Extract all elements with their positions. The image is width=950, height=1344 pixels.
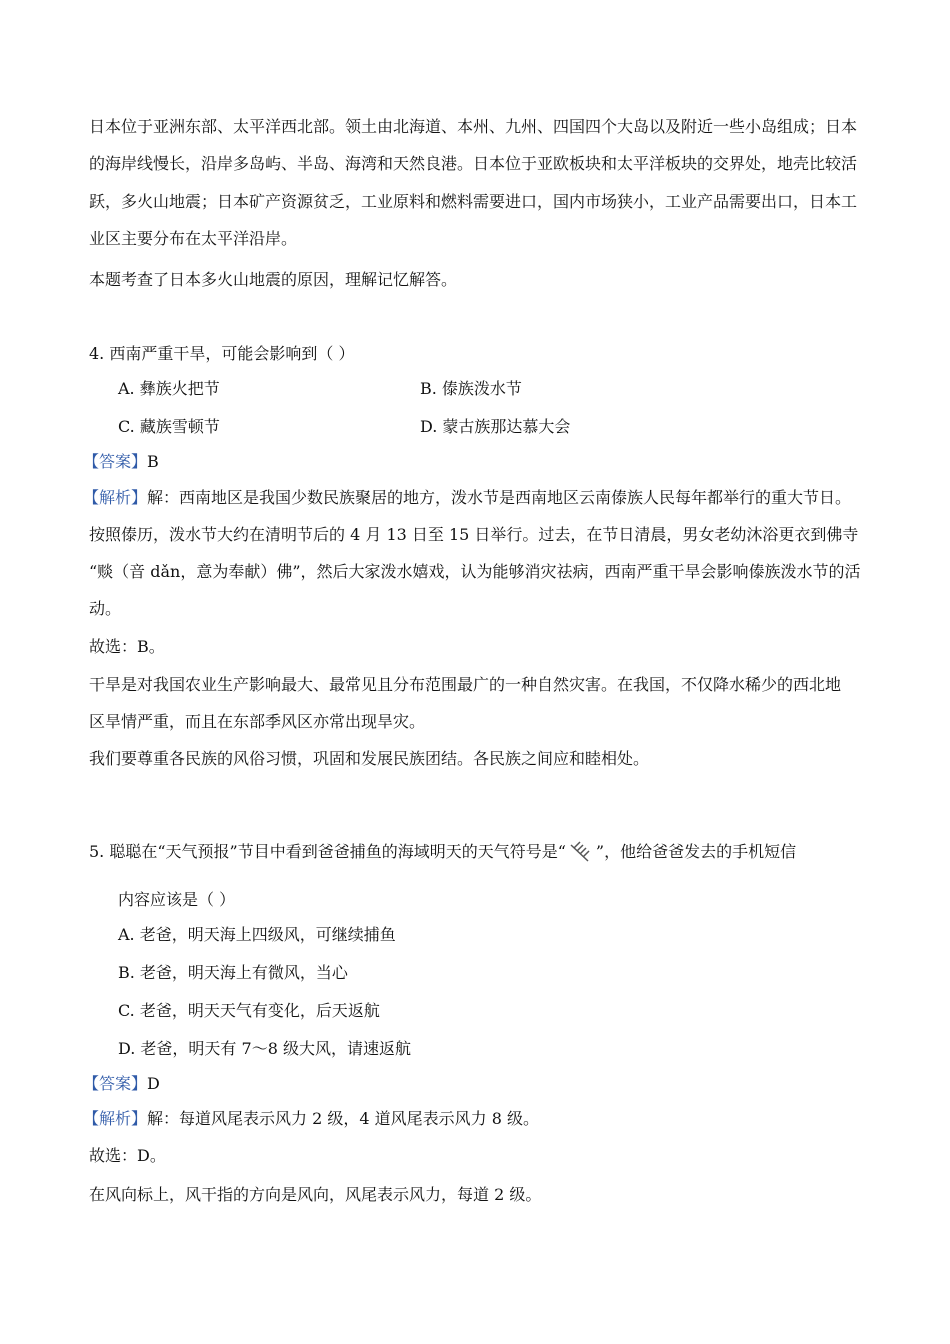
intro-summary: 本题考查了日本多火山地震的原因，理解记忆解答。 bbox=[89, 270, 458, 289]
q5-analysis-tag: 【解析】 bbox=[83, 1109, 148, 1128]
q4-answer-tag: 【答案】 bbox=[83, 452, 148, 471]
q5-stem-line-2: 内容应该是（ ） bbox=[118, 890, 236, 909]
q4-analysis-tag: 【解析】 bbox=[83, 488, 148, 507]
q4-option-d: D. 蒙古族那达慕大会 bbox=[420, 417, 571, 436]
q4-option-a: A. 彝族火把节 bbox=[118, 379, 220, 398]
intro-line-3: 跃，多火山地震；日本矿产资源贫乏，工业原料和燃料需要进口，国内市场狭小，工业产品需要出口，日本工 bbox=[89, 192, 858, 211]
q5-note: 在风向标上，风干指的方向是风向，风尾表示风力，每道 2 级。 bbox=[89, 1185, 542, 1204]
wind-barb-icon bbox=[568, 839, 594, 865]
q4-note-line-3: 我们要尊重各民族的风俗习惯，巩固和发展民族团结。各民族之间应和睦相处。 bbox=[89, 749, 650, 768]
q5-analysis-text: 解：每道风尾表示风力 2 级，4 道风尾表示风力 8 级。 bbox=[147, 1109, 539, 1128]
q5-analysis bbox=[83, 1108, 539, 1130]
q4-answer-value: B bbox=[147, 452, 159, 471]
q5-option-c: C. 老爸，明天天气有变化，后天返航 bbox=[118, 1001, 380, 1020]
q4-choice: 故选：B。 bbox=[89, 637, 165, 656]
intro-line-1: 日本位于亚洲东部、太平洋西北部。领土由北海道、本州、九州、四国四个大岛以及附近一些小岛组成；日本 bbox=[89, 117, 858, 136]
q4-option-b: B. 傣族泼水节 bbox=[420, 379, 522, 398]
q5-answer bbox=[83, 1073, 160, 1095]
q5-stem-part-2: ”，他给爸爸发去的手机短信 bbox=[595, 842, 797, 861]
q4-option-c: C. 藏族雪顿节 bbox=[118, 417, 220, 436]
q4-stem: 4. 西南严重干旱，可能会影响到（ ） bbox=[89, 344, 355, 363]
q4-answer bbox=[83, 451, 159, 473]
intro-line-4: 业区主要分布在太平洋沿岸。 bbox=[89, 229, 298, 248]
q5-stem-part-1: 5. 聪聪在“天气预报”节目中看到爸爸捕鱼的海域明天的天气符号是“ bbox=[89, 842, 566, 861]
q5-option-b: B. 老爸，明天海上有微风，当心 bbox=[118, 963, 348, 982]
q5-answer-tag: 【答案】 bbox=[83, 1074, 148, 1093]
q5-answer-value: D bbox=[147, 1074, 160, 1093]
q5-choice: 故选：D。 bbox=[89, 1146, 166, 1165]
q4-analysis-line-4: 动。 bbox=[89, 599, 122, 618]
q5-option-d: D. 老爸，明天有 7～8 级大风，请速返航 bbox=[118, 1039, 411, 1058]
q4-note-line-2: 区旱情严重，而且在东部季风区亦常出现旱灾。 bbox=[89, 712, 426, 731]
q5-option-a: A. 老爸，明天海上四级风，可继续捕鱼 bbox=[118, 925, 396, 944]
q4-note-line-1: 干旱是对我国农业生产影响最大、最常见且分布范围最广的一种自然灾害。在我国，不仅降水稀少的西北地 bbox=[89, 675, 842, 694]
intro-line-2: 的海岸线慢长，沿岸多岛屿、半岛、海湾和天然良港。日本位于亚欧板块和太平洋板块的交界处，地壳比较活 bbox=[89, 154, 858, 173]
q4-analysis-line-2: 按照傣历，泼水节大约在清明节后的 4 月 13 日至 15 日举行。过去，在节日清晨，男女老幼沐浴更衣到佛寺 bbox=[89, 525, 859, 544]
q4-analysis-text: 解：西南地区是我国少数民族聚居的地方，泼水节是西南地区云南傣族人民每年都举行的重大节日。 bbox=[147, 488, 852, 507]
q4-analysis-line-3: “赕（音 dǎn，意为奉献）佛”，然后大家泼水嬉戏，认为能够消灾祛病，西南严重干旱会影响傣族泼水节的活 bbox=[89, 562, 861, 581]
q5-stem-line-1 bbox=[89, 839, 796, 865]
q4-analysis-line-1 bbox=[83, 487, 851, 509]
